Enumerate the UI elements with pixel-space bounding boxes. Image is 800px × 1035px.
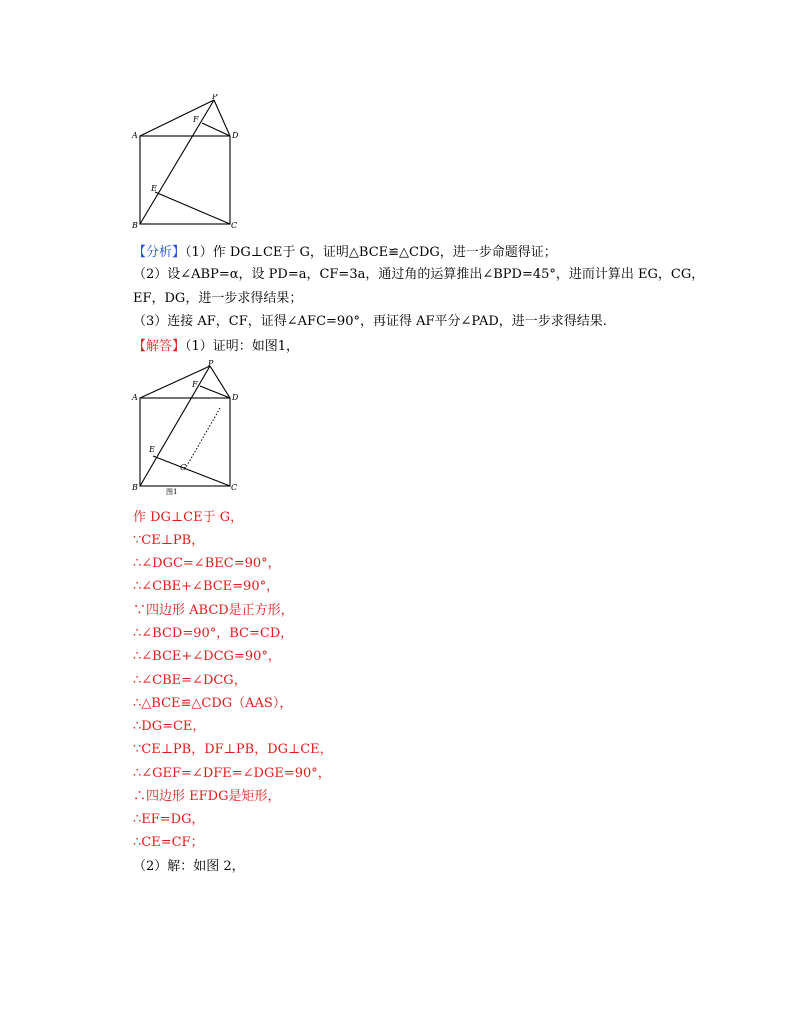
proof-line-6: ∴∠BCD=90°，BC=CD，: [133, 626, 294, 641]
proof-line-3: ∴∠DGC=∠BEC=90°，: [133, 556, 281, 571]
label-P: P: [208, 360, 214, 368]
analysis-tag: 【分析】: [133, 245, 186, 260]
part2-line: （2）解：如图 2，: [133, 859, 245, 874]
label-F: F: [192, 380, 198, 389]
analysis-text-1: （1）作 DG⊥CE于 G，证明△BCE≌△CDG，进一步命题得证；: [185, 245, 557, 260]
proof-line-7: ∴∠BCE+∠DCG=90°，: [133, 649, 281, 664]
label-B: B: [132, 483, 138, 492]
label-A: A: [132, 393, 138, 402]
proof-line-2: ∵CE⊥PB，: [133, 533, 205, 548]
proof-line-11: ∵CE⊥PB，DF⊥PB，DG⊥CE，: [133, 742, 333, 757]
analysis-line-1: [133, 244, 557, 262]
label-B: B: [132, 221, 138, 230]
label-E: E: [149, 445, 155, 454]
proof-line-1: 作 DG⊥CE于 G，: [133, 510, 244, 525]
label-C: C: [231, 221, 238, 230]
figure-1: [128, 94, 244, 230]
proof-line-5: ∵四边形 ABCD是正方形，: [133, 603, 294, 618]
solution-line: [133, 338, 299, 356]
figure-2: [128, 360, 244, 500]
analysis-line-2: （2）设∠ABP=α，设 PD=a，CF=3a，通过角的运算推出∠BPD=45°，进而计算出 EG，CG，: [133, 267, 705, 282]
analysis-line-4: （3）连接 AF，CF，证得∠AFC=90°，再证得 AF平分∠PAD，进一步求得结果.: [133, 314, 607, 329]
proof-line-14: ∴EF=DG，: [133, 812, 205, 827]
label-G: G: [180, 463, 187, 472]
solution-tag: 【解答】: [133, 339, 186, 354]
figure-caption: 图1: [166, 488, 178, 496]
proof-line-8: ∴∠CBE=∠DCG，: [133, 673, 247, 688]
label-F: F: [193, 115, 199, 124]
label-A: A: [132, 131, 138, 140]
label-C: C: [231, 483, 238, 492]
proof-line-4: ∴∠CBE+∠BCE=90°，: [133, 579, 280, 594]
label-D: D: [232, 393, 239, 402]
label-P: P: [212, 94, 218, 101]
solution-intro: （1）证明：如图1，: [185, 339, 300, 354]
label-D: D: [232, 131, 239, 140]
proof-line-9: ∴△BCE≌△CDG（AAS），: [133, 696, 293, 711]
proof-line-13: ∴四边形 EFDG是矩形，: [133, 789, 281, 804]
proof-line-10: ∴DG=CE，: [133, 719, 206, 734]
proof-line-12: ∴∠GEF=∠DFE=∠DGE=90°，: [133, 766, 331, 781]
analysis-line-3: EF，DG，进一步求得结果；: [133, 291, 303, 306]
label-E: E: [151, 184, 157, 193]
proof-line-15: ∴CE=CF；: [133, 835, 204, 850]
